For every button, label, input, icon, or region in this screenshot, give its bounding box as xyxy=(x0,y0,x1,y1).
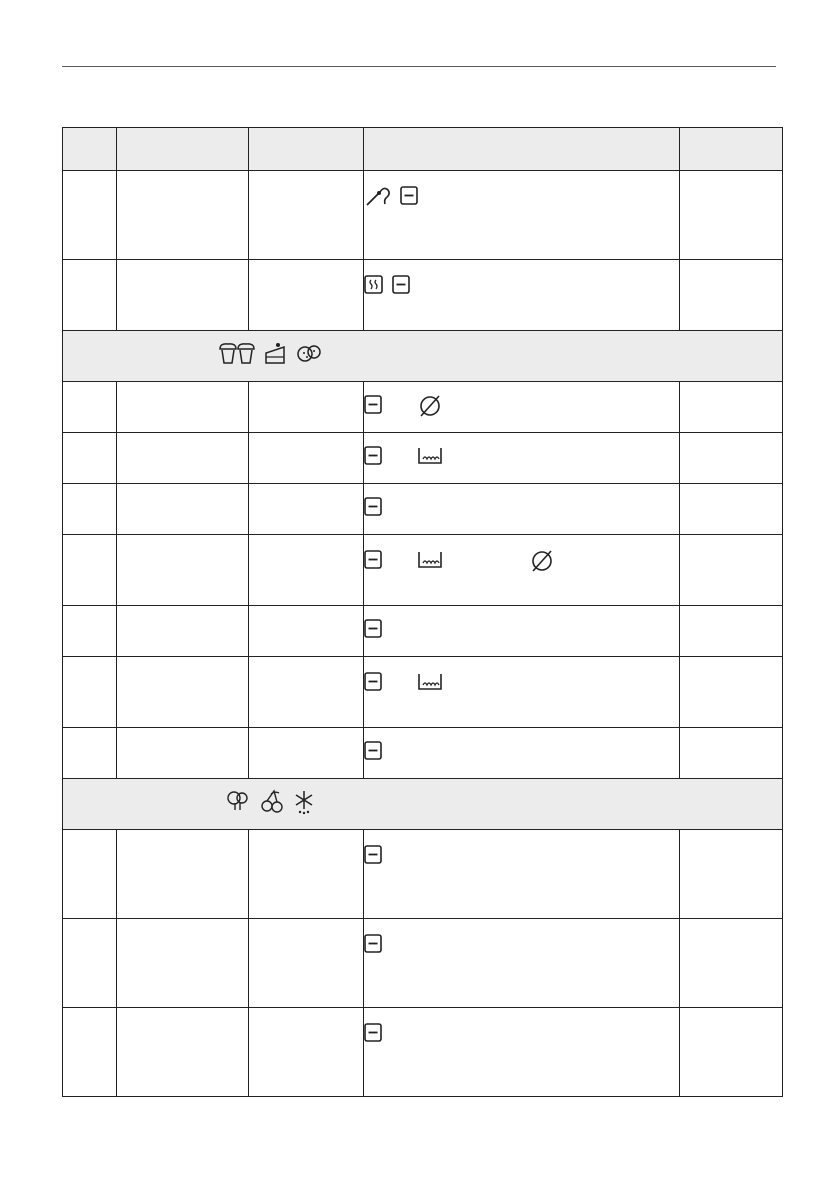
header-cell xyxy=(117,128,249,171)
accessory-icons-cell xyxy=(364,382,680,433)
header-cell xyxy=(680,128,783,171)
table-cell xyxy=(249,830,364,919)
table-cell xyxy=(63,1008,117,1097)
table-cell xyxy=(63,484,117,535)
table-cell xyxy=(117,919,249,1008)
header-cell xyxy=(249,128,364,171)
table-cell xyxy=(63,382,117,433)
table-cell xyxy=(249,606,364,657)
shelf-level-icon xyxy=(364,740,387,762)
accessory-icons-cell xyxy=(364,171,680,260)
table-cell xyxy=(117,830,249,919)
table-row xyxy=(63,728,783,779)
baking-tray-icon xyxy=(417,671,447,693)
shelf-level-icon xyxy=(364,445,387,467)
table-cell xyxy=(63,830,117,919)
table-cell xyxy=(680,1008,783,1097)
table-row xyxy=(63,830,783,919)
table-cell xyxy=(680,728,783,779)
table-header-row xyxy=(63,128,783,171)
table-cell xyxy=(117,606,249,657)
baking-tray-icon xyxy=(417,445,447,467)
table-cell xyxy=(117,382,249,433)
header-cell xyxy=(364,128,680,171)
table-cell xyxy=(680,535,783,606)
cake-slice-icon xyxy=(264,341,288,370)
shelf-level-icon xyxy=(364,671,387,693)
table-cell xyxy=(249,484,364,535)
shelf-level-icon xyxy=(364,1022,387,1044)
table-row xyxy=(63,433,783,484)
frozen-icon xyxy=(293,789,315,820)
table-cell xyxy=(117,260,249,331)
table-row xyxy=(63,484,783,535)
table-cell xyxy=(63,919,117,1008)
accessory-icons-cell xyxy=(364,433,680,484)
core-temperature-sensor-icon xyxy=(364,185,396,207)
vegetables-icon xyxy=(225,789,251,820)
section-icons xyxy=(225,789,319,820)
muffins-icon xyxy=(218,341,256,370)
table-cell xyxy=(680,606,783,657)
steam-heating-icon xyxy=(364,274,388,296)
perforated-tray-icon xyxy=(417,394,447,418)
table-cell xyxy=(63,433,117,484)
accessory-icons-cell xyxy=(364,484,680,535)
shelf-level-icon xyxy=(400,185,423,207)
table-cell xyxy=(63,535,117,606)
table-row xyxy=(63,1008,783,1097)
accessory-icons-cell xyxy=(364,919,680,1008)
table-cell xyxy=(680,657,783,728)
shelf-level-icon xyxy=(364,549,387,571)
table-cell xyxy=(680,830,783,919)
table-cell xyxy=(63,606,117,657)
accessory-icons-cell xyxy=(364,728,680,779)
programme-table xyxy=(62,127,783,1097)
table-cell xyxy=(249,728,364,779)
perforated-tray-icon xyxy=(529,549,559,573)
table-cell xyxy=(249,382,364,433)
table-cell xyxy=(249,433,364,484)
shelf-level-icon xyxy=(364,618,387,640)
table-cell xyxy=(63,728,117,779)
baking-tray-icon xyxy=(417,549,447,571)
shelf-level-icon xyxy=(364,496,387,518)
table-cell xyxy=(117,433,249,484)
table-cell xyxy=(680,484,783,535)
table-cell xyxy=(63,260,117,331)
table-cell xyxy=(249,535,364,606)
table-cell xyxy=(249,657,364,728)
cookies-icon xyxy=(296,341,322,370)
table-cell xyxy=(680,171,783,260)
accessory-icons-cell xyxy=(364,830,680,919)
table-cell xyxy=(249,919,364,1008)
table-row xyxy=(63,260,783,331)
shelf-level-icon xyxy=(364,933,387,955)
section-header-row xyxy=(63,331,783,382)
table-row xyxy=(63,919,783,1008)
table-cell xyxy=(117,484,249,535)
table-row xyxy=(63,382,783,433)
table-cell xyxy=(117,535,249,606)
shelf-level-icon xyxy=(364,844,387,866)
fruit-icon xyxy=(259,789,285,820)
section-header-row xyxy=(63,779,783,830)
table-cell xyxy=(117,657,249,728)
table-row xyxy=(63,657,783,728)
table-cell xyxy=(249,260,364,331)
table-cell xyxy=(117,728,249,779)
header-cell xyxy=(63,128,117,171)
accessory-icons-cell xyxy=(364,535,680,606)
section-icons xyxy=(218,341,326,370)
table-cell xyxy=(63,171,117,260)
table-cell xyxy=(680,433,783,484)
table-row xyxy=(63,535,783,606)
table-row xyxy=(63,606,783,657)
table-cell xyxy=(680,919,783,1008)
accessory-icons-cell xyxy=(364,657,680,728)
table-row xyxy=(63,171,783,260)
accessory-icons-cell xyxy=(364,606,680,657)
table-cell xyxy=(680,260,783,331)
table-cell xyxy=(63,657,117,728)
accessory-icons-cell xyxy=(364,260,680,331)
table-cell xyxy=(680,382,783,433)
header-rule xyxy=(62,66,776,67)
table-cell xyxy=(249,1008,364,1097)
table-cell xyxy=(117,1008,249,1097)
shelf-level-icon xyxy=(392,274,415,296)
accessory-icons-cell xyxy=(364,1008,680,1097)
table-cell xyxy=(249,171,364,260)
shelf-level-icon xyxy=(364,394,387,416)
table-cell xyxy=(117,171,249,260)
table-body xyxy=(63,171,783,1097)
